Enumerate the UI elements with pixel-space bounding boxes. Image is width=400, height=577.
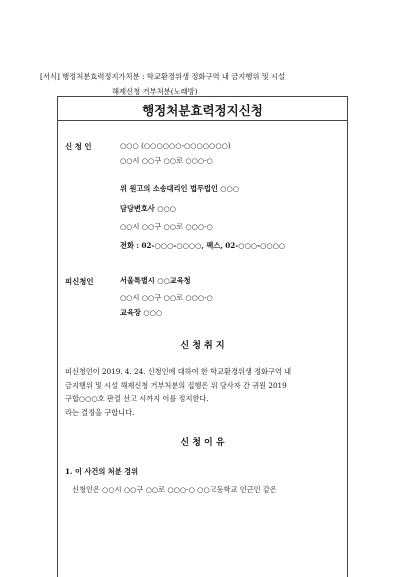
purpose-line: 라는 결정을 구합니다. <box>65 407 135 417</box>
form-caption-line1: [서식] 행정처분효력정지가처분 : 학교환경위생 정화구역 내 금지행위 및 시설 <box>40 72 286 81</box>
agent-line: 위 원고의 소송대리인 법무법인 ○○○ <box>120 184 240 193</box>
purpose-line: 구합○○○호 판결 선고 시까지 이를 정지한다. <box>65 394 209 403</box>
title-divider <box>58 120 347 121</box>
reason-heading: 신 청 이 유 <box>180 438 225 448</box>
lawyer-name: 담당변호사 ○○○ <box>120 204 177 213</box>
form-caption-line2: 해제신청 거부처분(노래방) <box>112 87 198 96</box>
agent-address: ○○시 ○○구 ○○로 ○○○-○ <box>120 222 213 231</box>
applicant-label: 신 청 인 <box>65 142 92 151</box>
document-title: 행정처분효력정지신청 <box>142 103 263 118</box>
form-caption <box>40 69 370 99</box>
applicant-name: ○○○ (○○○○○○-○○○○○○○) <box>120 141 231 150</box>
respondent-name: 서울특별시 ○○교육청 <box>120 276 191 285</box>
respondent-label: 피신청인 <box>65 277 94 286</box>
reason-text: 신청인은 ○○시 ○○구 ○○로 ○○○-○ ○○고등학교 인근인 같은 <box>72 485 277 494</box>
purpose-line: 피신청인이 2019. 4. 24. 신청인에 대하여 한 학교환경위생 정화구역 내 <box>65 367 292 376</box>
purpose-line: 금지행위 및 시설 해제신청 거부처분의 집행은 위 당사자 간 귀원 2019 <box>65 380 287 390</box>
applicant-address: ○○시 ○○구 ○○로 ○○○-○ <box>120 156 213 165</box>
purpose-paragraph <box>65 365 341 419</box>
respondent-address: ○○시 ○○구 ○○로 ○○○-○ <box>120 293 213 302</box>
contact-info: 전화 : 02-○○○-○○○○, 팩스, 02-○○○-○○○○ <box>120 241 286 250</box>
document-box <box>57 96 348 577</box>
reason-subheading: 1. 이 사건의 처분 경위 <box>65 467 139 476</box>
purpose-heading: 신 청 취 지 <box>180 341 225 351</box>
respondent-head: 교육장 ○○○ <box>120 308 163 317</box>
